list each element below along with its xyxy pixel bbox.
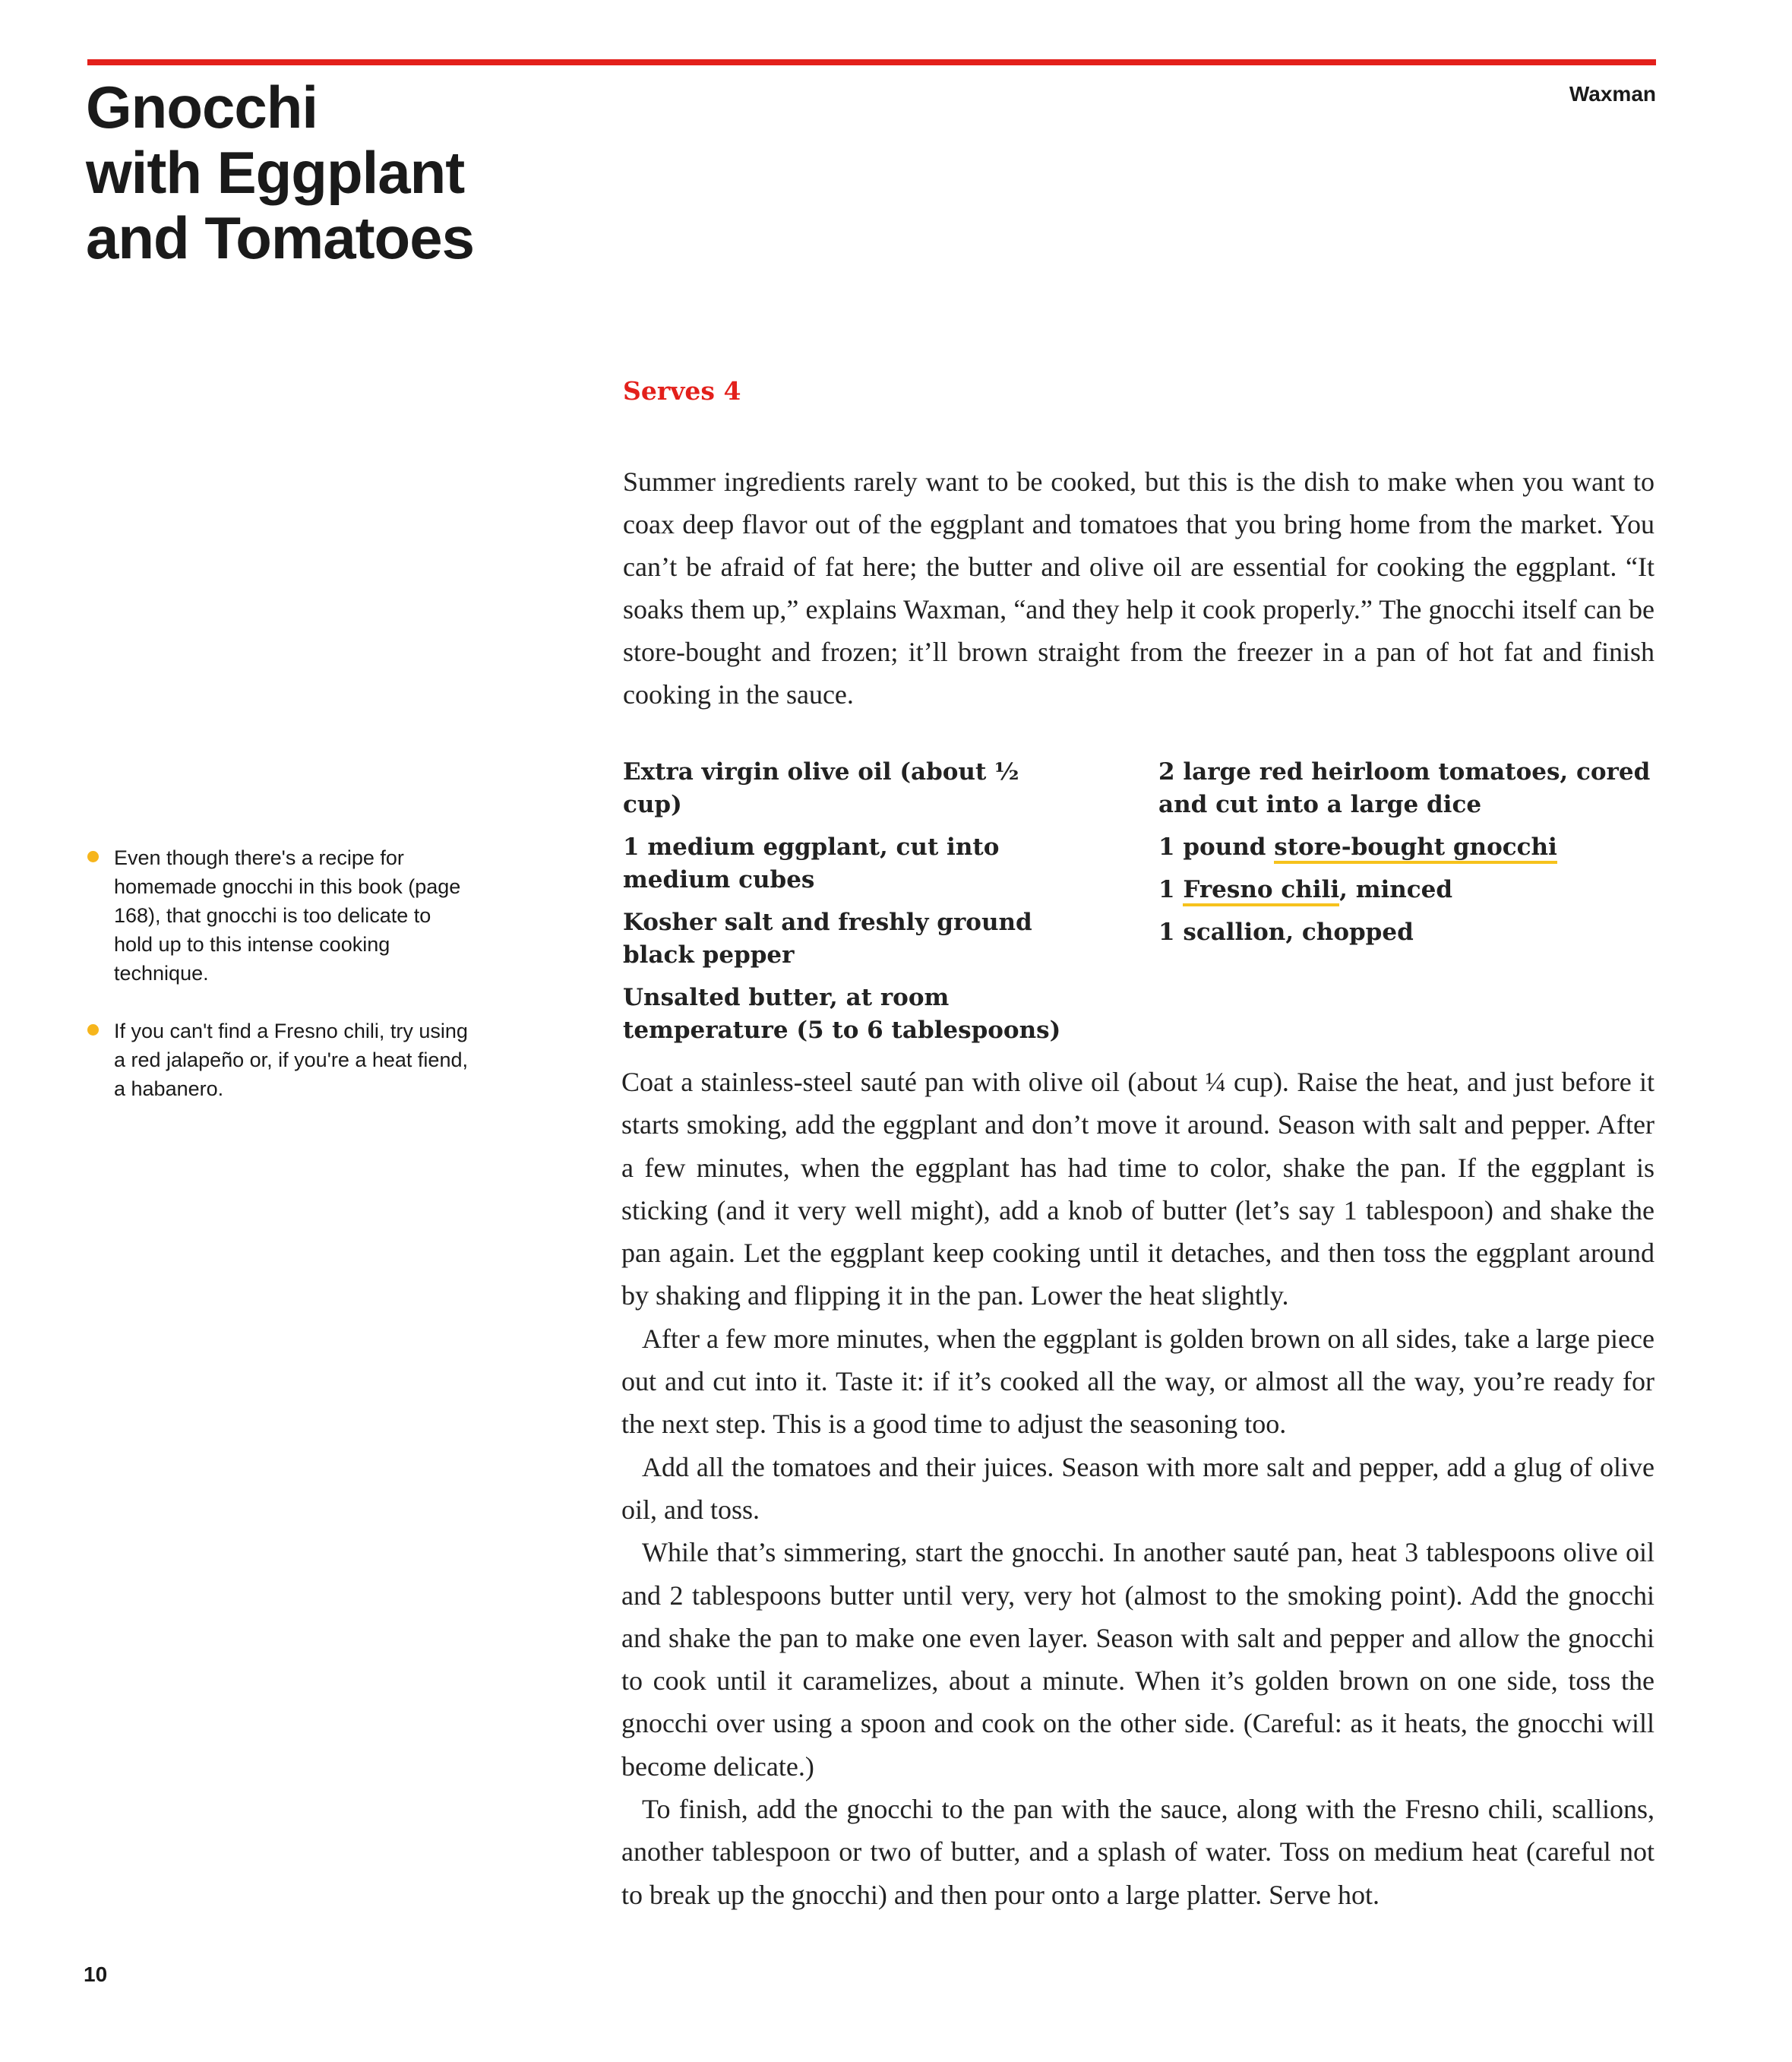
title-line: Gnocchi — [86, 74, 318, 141]
top-red-rule — [87, 59, 1656, 65]
highlighted-ingredient: store-bought gnocchi — [1274, 833, 1557, 864]
ingredient-prep: , minced — [1339, 876, 1453, 903]
bullet-dot-icon — [87, 1024, 99, 1036]
ingredient-quantity: 1 pound — [1158, 833, 1275, 861]
ingredient-item: 1 medium eggplant, cut into medium cubes — [623, 833, 1000, 893]
sidebar-notes — [86, 843, 469, 1132]
bullet-dot-icon — [87, 851, 99, 862]
method-paragraph: To finish, add the gnocchi to the pan with the sauce, along with the Fresno chili, scallions, another tablespoon or two of butter, and a splash of water. Toss on medium heat (careful not to break up the gnocchi) and then pour onto a large platter. Serve hot. — [621, 1794, 1655, 1910]
ingredients-right-column — [1158, 756, 1660, 959]
ingredient-item: 2 large red heirloom tomatoes, cored and cut into a large dice — [1158, 758, 1651, 818]
ingredients-left-column — [623, 756, 1079, 1057]
method-paragraph: While that’s simmering, start the gnocchi. In another sauté pan, heat 3 tablespoons olive oil and 2 tablespoons butter until very, very hot (almost to the smoking point). Add the gnocchi and shake the pan to make one even layer. Season with salt and pepper and allow the gnocchi to cook until it caramelizes, about a minute. When it’s golden brown on one side, toss the gnocchi over using a spoon and cook on the other side. (Careful: as it heats, the gnocchi will become delicate.) — [621, 1537, 1655, 1782]
serves-label: Serves 4 — [623, 376, 741, 406]
title-line: and Tomatoes — [86, 204, 474, 271]
ingredient-item: Extra virgin olive oil (about ½ cup) — [623, 758, 1019, 818]
author-name: Waxman — [1569, 82, 1656, 106]
ingredient-quantity: 1 — [1158, 876, 1184, 903]
recipe-title — [86, 74, 618, 270]
ingredient-item — [1158, 831, 1660, 864]
intro-paragraph: Summer ingredients rarely want to be cooked, but this is the dish to make when you want to coax deep flavor out of the eggplant and tomatoes that you bring home from the market. You can’t be afraid of fat here; the butter and olive oil are essential for cooking the eggplant. “It soaks them up,” explains Waxman, “and they help it cook properly.” The gnocchi itself can be store-bought and frozen; it’ll brown straight from the freezer in a pan of hot fat and finish cooking in the sauce. — [623, 466, 1655, 710]
ingredient-item: Kosher salt and freshly ground black pepper — [623, 909, 1032, 969]
method-paragraph: Add all the tomatoes and their juices. Season with more salt and pepper, add a glug of olive oil, and toss. — [621, 1451, 1655, 1525]
sidebar-note — [86, 843, 469, 988]
title-line: with Eggplant — [86, 139, 465, 206]
ingredient-item: 1 scallion, chopped — [1158, 919, 1414, 946]
method-paragraph: After a few more minutes, when the eggplant is golden brown on all sides, take a large piece out and cut into it. Taste it: if it’s cooked all the way, or almost all the way, you’re ready for the next step. This is a good time to adjust the seasoning too. — [621, 1323, 1655, 1440]
method-paragraph: Coat a stainless-steel sauté pan with olive oil (about ¼ cup). Raise the heat, and just before it starts smoking, add the eggplant and don’t move it around. Season with salt and pepper. After a few minutes, when the eggplant has had time to color, shake the pan. If the eggplant is sticking (and it very well might), add a knob of butter (let’s say 1 tablespoon) and shake the pan again. Let the eggplant keep cooking until it detaches, and then toss the eggplant around by shaking and flipping it in the pan. Lower the heat slightly. — [621, 1067, 1655, 1311]
ingredient-item: Unsalted butter, at room temperature (5 to 6 tablespoons) — [623, 984, 1061, 1044]
sidebar-note — [86, 1017, 469, 1103]
note-text: If you can't find a Fresno chili, try using a red jalapeño or, if you're a heat fiend, a habanero. — [114, 1020, 468, 1100]
highlighted-ingredient: Fresno chili — [1183, 876, 1339, 906]
page-number: 10 — [84, 1962, 108, 1986]
method-text — [621, 1061, 1655, 1916]
ingredient-item — [1158, 874, 1660, 906]
note-text: Even though there's a recipe for homemade gnocchi in this book (page 168), that gnocchi is too delicate to hold up to this intense cooking technique. — [114, 846, 461, 985]
